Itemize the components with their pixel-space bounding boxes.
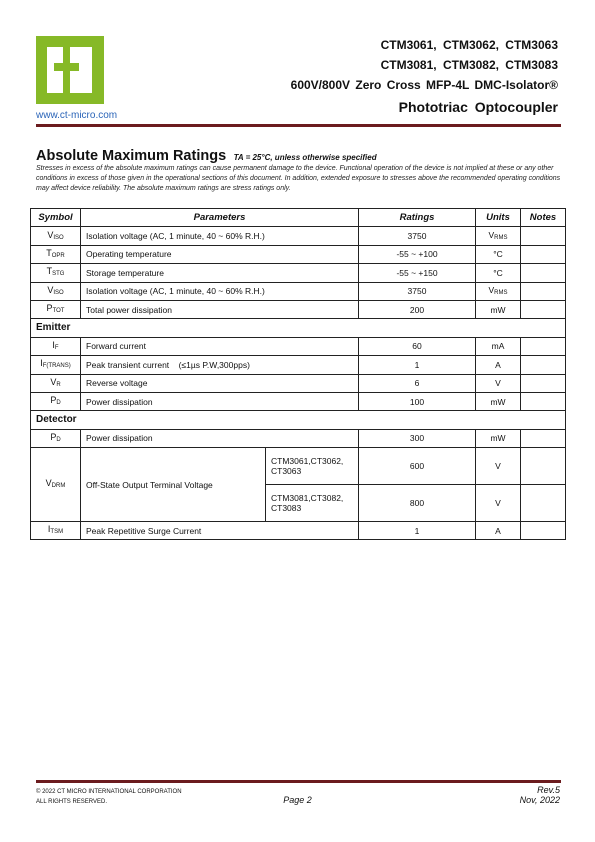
device-group-cell: CTM3061,CT3062, CT3063 <box>266 448 359 485</box>
ct-micro-logo <box>36 36 104 104</box>
unit-cell: mA <box>476 337 521 355</box>
symbol-cell: $V_{DRM}$ <box>31 448 81 522</box>
product-family-line: 600V/800V Zero Cross MFP-4L DMC-Isolator® <box>290 78 558 92</box>
unit-cell: A <box>476 356 521 374</box>
table-row <box>31 264 566 282</box>
rating-cell: 1 <box>359 522 476 540</box>
symbol-cell: $V_{ISO}$ <box>31 227 81 245</box>
symbol-cell: $P_D$ <box>31 392 81 410</box>
rating-cell: -55 ~ +150 <box>359 264 476 282</box>
parameter-cell: Power dissipation <box>81 392 359 410</box>
parameter-cell: Peak Repetitive Surge Current <box>81 522 359 540</box>
table-row <box>31 300 566 318</box>
notes-cell <box>521 337 566 355</box>
symbol-cell: $P_{TOT}$ <box>31 300 81 318</box>
table-row <box>31 337 566 355</box>
detector-group-row <box>31 411 566 429</box>
table-header-row <box>31 209 566 227</box>
parameter-cell: Reverse voltage <box>81 374 359 392</box>
emitter-label: Emitter <box>31 319 566 337</box>
header-notes: Notes <box>521 209 566 227</box>
rating-cell: 200 <box>359 300 476 318</box>
notes-cell <box>521 282 566 300</box>
table-row <box>31 356 566 374</box>
rating-cell: 1 <box>359 356 476 374</box>
company-url-link[interactable]: www.ct-micro.com <box>36 110 118 121</box>
table-row <box>31 522 566 540</box>
revision-date: Nov, 2022 <box>519 795 560 805</box>
notes-cell <box>521 448 566 485</box>
symbol-cell: $T_{OPR}$ <box>31 245 81 263</box>
part-numbers-line-1: CTM3061, CTM3062, CTM3063 <box>380 38 558 52</box>
section-heading: Absolute Maximum Ratings <box>36 148 227 164</box>
section-condition: TA = 25°C, unless otherwise specified <box>233 153 377 162</box>
notes-cell <box>521 227 566 245</box>
symbol-cell: $I_{F(TRANS)}$ <box>31 356 81 374</box>
product-type-line: Phototriac Optocoupler <box>398 99 558 115</box>
notes-cell <box>521 356 566 374</box>
footer-divider <box>36 780 561 783</box>
stress-disclaimer: Stresses in excess of the absolute maximum ratings can cause permanent damage to the device. Functional operation of the device is not implied at these or any other conditions in excess of those given in the operational sections of this document. In addition, extended exposure to stresses above the recommended operating conditions may affect device reliability. The absolute maximum ratings are stress ratings only. <box>36 165 561 192</box>
symbol-cell: $P_D$ <box>31 429 81 447</box>
part-numbers-line-2: CTM3081, CTM3082, CTM3083 <box>380 58 558 72</box>
notes-cell <box>521 522 566 540</box>
rating-cell: 800 <box>359 485 476 522</box>
header-units: Units <box>476 209 521 227</box>
header-symbol: Symbol <box>31 209 81 227</box>
symbol-cell: $T_{STG}$ <box>31 264 81 282</box>
rating-cell: 300 <box>359 429 476 447</box>
unit-cell: mW <box>476 392 521 410</box>
detector-label: Detector <box>31 411 566 429</box>
rating-cell: 100 <box>359 392 476 410</box>
parameter-cell: Isolation voltage (AC, 1 minute, 40 ~ 60% R.H.) <box>81 227 359 245</box>
notes-cell <box>521 392 566 410</box>
symbol-cell: $V_R$ <box>31 374 81 392</box>
table-row <box>31 227 566 245</box>
table-row <box>31 282 566 300</box>
rating-cell: 60 <box>359 337 476 355</box>
unit-cell: mW <box>476 429 521 447</box>
table-row <box>31 374 566 392</box>
revision-label: Rev.5 <box>537 785 560 795</box>
rating-cell: -55 ~ +100 <box>359 245 476 263</box>
header-ratings: Ratings <box>359 209 476 227</box>
parameter-cell: Peak transient current (≤1µs P.W,300pps) <box>81 356 359 374</box>
absolute-max-ratings-table <box>30 208 566 540</box>
page-number: Page 2 <box>283 795 312 805</box>
rating-cell: 3750 <box>359 282 476 300</box>
symbol-cell: $I_F$ <box>31 337 81 355</box>
unit-cell: V <box>476 448 521 485</box>
table-row <box>31 429 566 447</box>
notes-cell <box>521 485 566 522</box>
parameter-cell: Total power dissipation <box>81 300 359 318</box>
unit-cell: $V_{RMS}$ <box>476 227 521 245</box>
header-parameters: Parameters <box>81 209 359 227</box>
parameter-cell: Isolation voltage (AC, 1 minute, 40 ~ 60% R.H.) <box>81 282 359 300</box>
device-group-cell: CTM3081,CT3082, CT3083 <box>266 485 359 522</box>
table-row <box>31 392 566 410</box>
parameter-cell: Power dissipation <box>81 429 359 447</box>
unit-cell: mW <box>476 300 521 318</box>
table-row <box>31 245 566 263</box>
unit-cell: V <box>476 485 521 522</box>
symbol-cell: $V_{ISO}$ <box>31 282 81 300</box>
notes-cell <box>521 264 566 282</box>
table-row <box>31 448 566 485</box>
footer-revision <box>520 785 560 805</box>
footer-copyright: © 2022 CT MICRO INTERNATIONAL CORPORATION ALL RIGHTS RESERVED. <box>36 789 182 805</box>
notes-cell <box>521 429 566 447</box>
notes-cell <box>521 300 566 318</box>
unit-cell: V <box>476 374 521 392</box>
notes-cell <box>521 374 566 392</box>
unit-cell: °C <box>476 245 521 263</box>
header-divider <box>36 124 561 127</box>
section-title <box>36 147 377 165</box>
rating-cell: 600 <box>359 448 476 485</box>
unit-cell: $V_{RMS}$ <box>476 282 521 300</box>
parameter-cell: Operating temperature <box>81 245 359 263</box>
parameter-cell: Storage temperature <box>81 264 359 282</box>
rating-cell: 6 <box>359 374 476 392</box>
unit-cell: A <box>476 522 521 540</box>
notes-cell <box>521 245 566 263</box>
unit-cell: °C <box>476 264 521 282</box>
emitter-group-row <box>31 319 566 337</box>
parameter-cell: Off-State Output Terminal Voltage <box>81 448 266 522</box>
symbol-cell: $I_{TSM}$ <box>31 522 81 540</box>
parameter-cell: Forward current <box>81 337 359 355</box>
rating-cell: 3750 <box>359 227 476 245</box>
